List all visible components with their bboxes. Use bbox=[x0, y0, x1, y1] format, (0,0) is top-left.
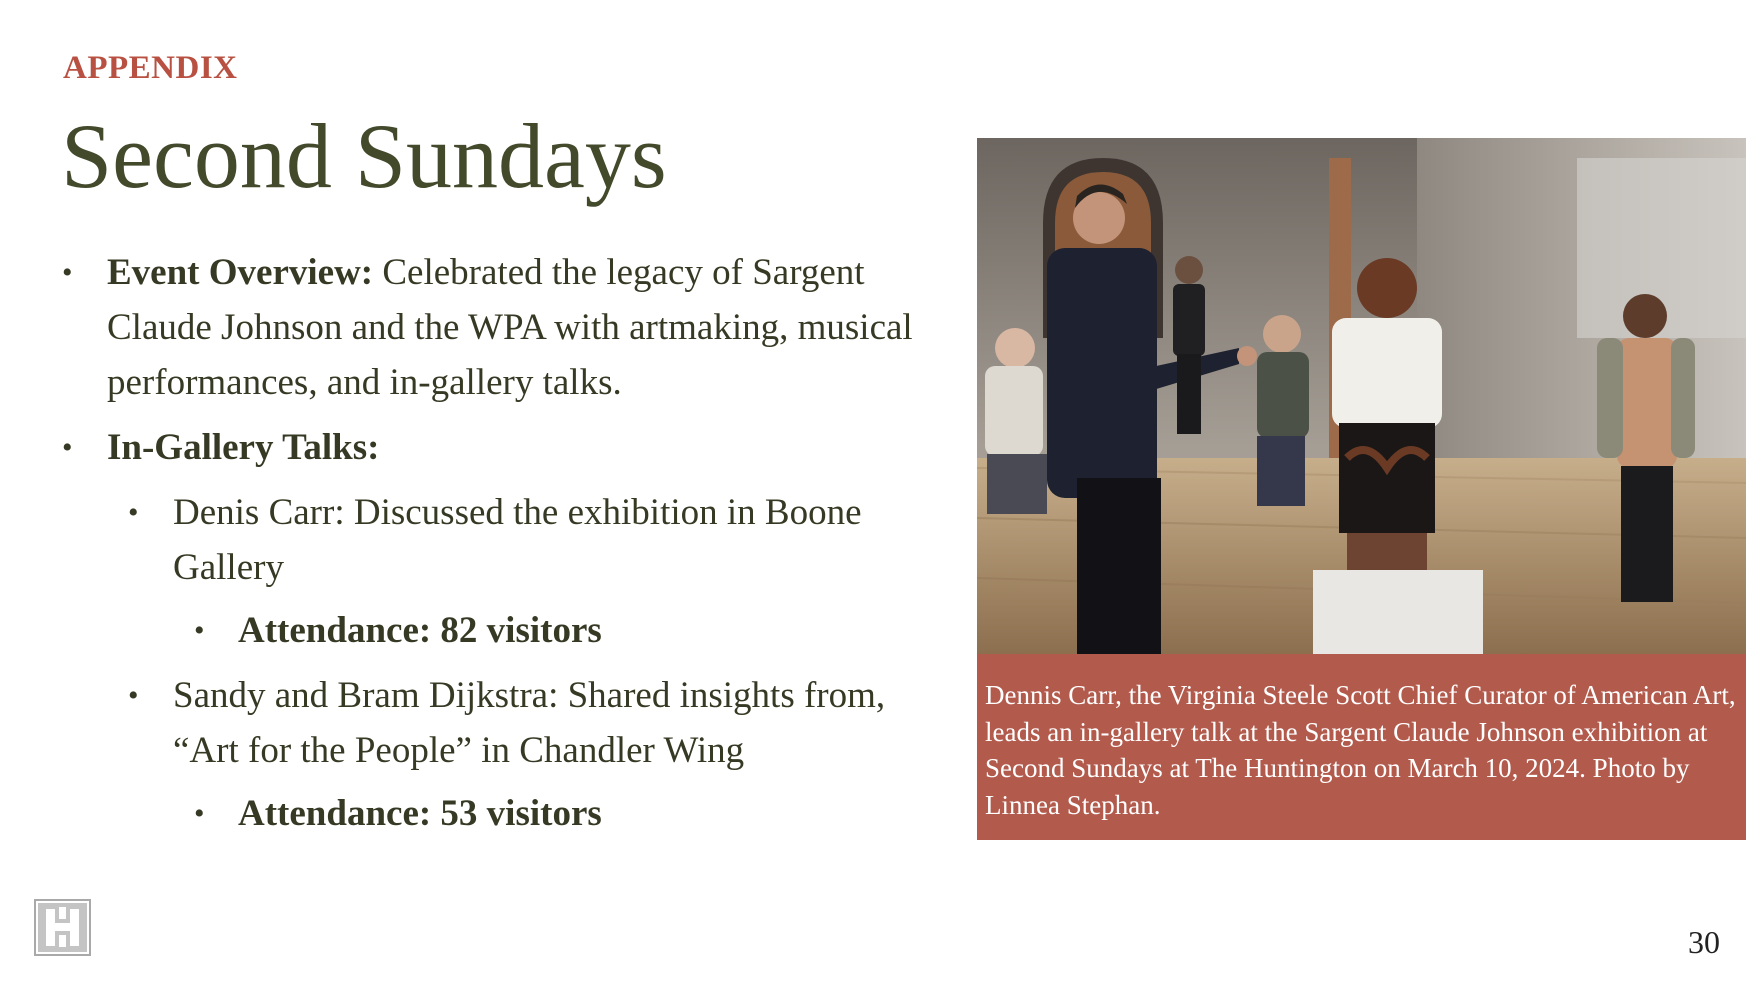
bullet-in-gallery-talks bbox=[62, 420, 942, 475]
bullet-dot-icon: • bbox=[62, 256, 73, 289]
bullet-talk-dijkstra bbox=[62, 668, 942, 778]
bullet-dot-icon: • bbox=[194, 797, 205, 830]
bullet-dot-icon: • bbox=[62, 431, 73, 464]
attendance-text: Attendance: 82 visitors bbox=[238, 610, 602, 651]
huntington-h-monogram-icon bbox=[34, 899, 91, 956]
bullet-text: Sandy and Bram Dijkstra: Shared insights from, “Art for the People” in Chandler Wing bbox=[173, 675, 886, 771]
attendance-text: Attendance: 53 visitors bbox=[238, 793, 602, 834]
bullet-attendance-dijkstra bbox=[62, 786, 942, 841]
gallery-talk-photo bbox=[977, 138, 1746, 654]
bullet-label: In-Gallery Talks: bbox=[107, 427, 380, 468]
bullet-text: Denis Carr: Discussed the exhibition in Boone Gallery bbox=[173, 492, 862, 588]
slide-title: Second Sundays bbox=[61, 105, 667, 207]
page-number: 30 bbox=[1688, 924, 1720, 960]
bullet-dot-icon: • bbox=[128, 496, 139, 529]
bullet-attendance-carr bbox=[62, 603, 942, 658]
bullet-label: Event Overview: bbox=[107, 252, 374, 293]
bullet-dot-icon: • bbox=[194, 614, 205, 647]
gallery-talk-photo-illustration bbox=[977, 138, 1746, 654]
bullet-text: Celebrated the legacy of Sargent Claude Johnson and the WPA with artmaking, musical performances, and in-gallery talks. bbox=[107, 252, 913, 403]
bullet-dot-icon: • bbox=[128, 679, 139, 712]
photo-caption: Dennis Carr, the Virginia Steele Scott Chief Curator of American Art, leads an in-gallery talk at the Sargent Claude Johnson exhibition at Second Sundays at The Huntington on March 10, 2024. Photo by Linnea Stephan. bbox=[977, 654, 1746, 840]
bullet-list bbox=[62, 245, 942, 841]
bullet-talk-carr bbox=[62, 485, 942, 595]
section-eyebrow: APPENDIX bbox=[63, 50, 238, 86]
bullet-event-overview bbox=[62, 245, 942, 410]
